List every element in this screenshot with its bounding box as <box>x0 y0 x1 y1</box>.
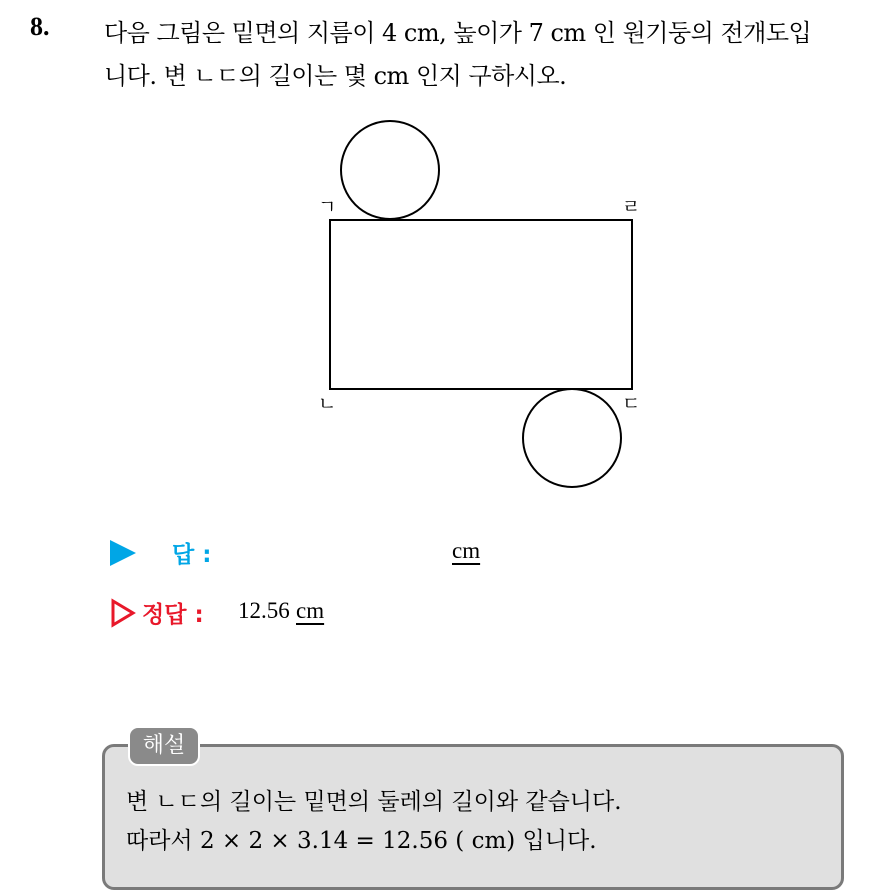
top-base-circle <box>341 121 439 219</box>
correct-answer-value: 12.56 <box>238 598 290 623</box>
explanation-line-2: 따라서 2 × 2 × 3.14 = 12.56 ( cm) 입니다. <box>126 828 597 854</box>
lateral-face-rectangle <box>330 220 632 389</box>
bottom-base-circle <box>523 389 621 487</box>
vertex-label-digeut: ㄷ <box>622 393 641 415</box>
explanation-box <box>102 744 844 890</box>
correct-answer-label: 정답 : <box>142 602 204 628</box>
answer-arrow-icon <box>110 540 136 566</box>
correct-answer-unit: cm <box>296 598 325 623</box>
vertex-label-giyeok: ㄱ <box>318 196 337 218</box>
answer-row <box>110 536 610 570</box>
question-line-1: 다음 그림은 밑면의 지름이 4 cm, 높이가 7 cm 인 원기둥의 전개도입 <box>104 19 812 47</box>
correct-answer-row <box>110 596 610 630</box>
question-line-2: 니다. 변 ㄴㄷ의 길이는 몇 cm 인지 구하시오. <box>104 62 567 90</box>
answer-label: 답 : <box>172 542 212 568</box>
question-number: 8. <box>30 12 50 41</box>
vertex-label-rieul: ㄹ <box>622 196 641 218</box>
vertex-label-nieun: ㄴ <box>318 393 337 415</box>
explanation-line-1: 변 ㄴㄷ의 길이는 밑면의 둘레의 길이와 같습니다. <box>126 789 622 815</box>
explanation-tab: 해설 <box>128 726 200 766</box>
correct-arrow-icon <box>110 598 136 628</box>
answer-unit: cm <box>452 538 481 563</box>
